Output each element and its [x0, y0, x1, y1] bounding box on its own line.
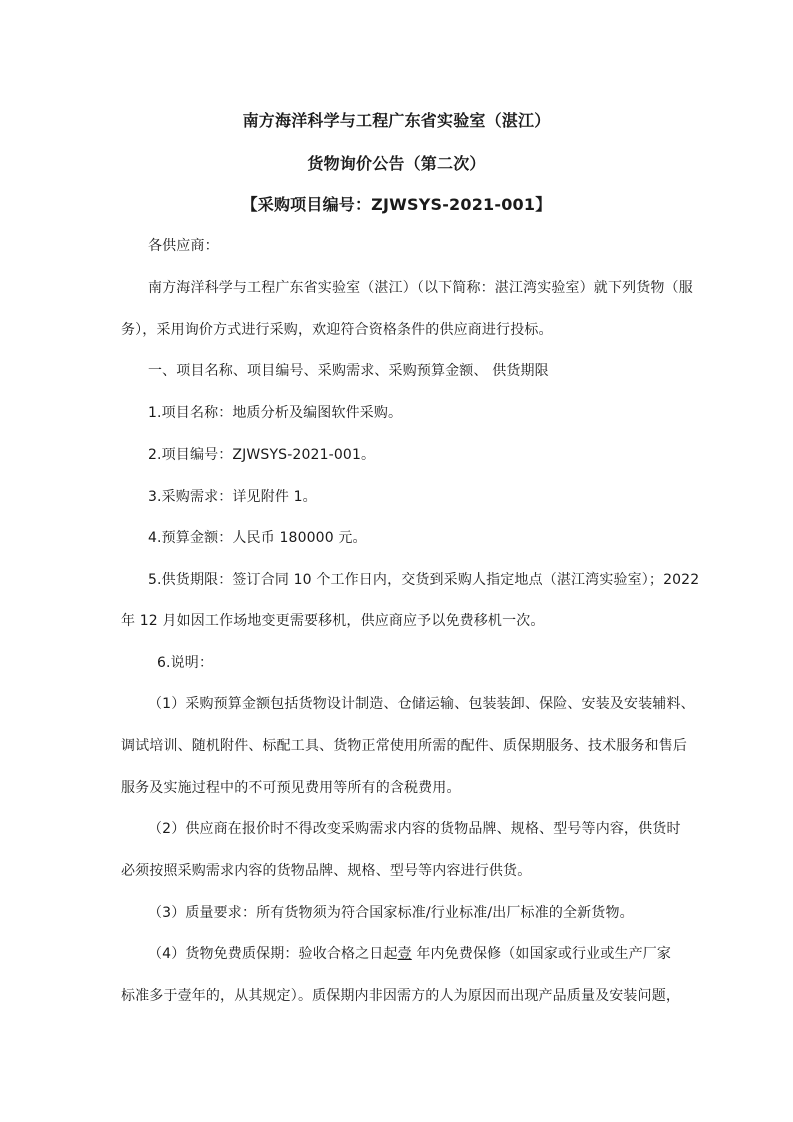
item-project-number: 2.项目编号：ZJWSYS-2021-001。 — [148, 447, 376, 463]
note-4-line-2: 标准多于壹年的，从其规定）。质保期内非因需方的人为原因而出现产品质量及安装问题， — [121, 988, 680, 1004]
item-notes-heading: 6.说明： — [157, 655, 214, 671]
note-2-line-1: （2）供应商在报价时不得改变采购需求内容的货物品牌、规格、型号等内容，供货时 — [148, 821, 681, 837]
note-3: （3）质量要求：所有货物须为符合国家标准/行业标准/出厂标准的全新货物。 — [148, 905, 634, 921]
item-delivery-line-2: 年 12 月如因工作场地变更需要移机，供应商应予以免费移机一次。 — [121, 613, 545, 629]
item-budget: 4.预算金额：人民币 180000 元。 — [148, 530, 367, 546]
document-subtitle: 货物询价公告（第二次） — [307, 154, 486, 173]
note-4-suffix: 年内免费保修（如国家或行业或生产厂家 — [411, 946, 672, 962]
section-1-heading: 一、项目名称、项目编号、采购需求、采购预算金额、 供货期限 — [148, 363, 549, 379]
intro-paragraph-line-1: 南方海洋科学与工程广东省实验室（湛江）（以下简称：湛江湾实验室）就下列货物（服 — [148, 280, 693, 296]
note-4-prefix: （4）货物免费质保期：验收合格之日起 — [148, 946, 398, 962]
note-1-line-3: 服务及实施过程中的不可预见费用等所有的含税费用。 — [121, 780, 461, 796]
item-project-name: 1.项目名称：地质分析及编图软件采购。 — [148, 405, 403, 421]
note-1-line-1: （1）采购预算金额包括货物设计制造、仓储运输、包装装卸、保险、安装及安装辅料、 — [148, 696, 695, 712]
note-1-line-2: 调试培训、随机附件、标配工具、货物正常使用所需的配件、质保期服务、技术服务和售后 — [121, 738, 687, 754]
item-delivery-line-1: 5.供货期限：签订合同 10 个工作日内，交货到采购人指定地点（湛江湾实验室）；2022 — [148, 572, 700, 588]
document-title: 南方海洋科学与工程广东省实验室（湛江） — [242, 111, 551, 130]
note-2-line-2: 必须按照采购需求内容的货物品牌、规格、型号等内容进行供货。 — [121, 863, 532, 879]
note-4-line-1 — [148, 943, 671, 963]
salutation: 各供应商： — [148, 238, 219, 254]
item-requirements: 3.采购需求：详见附件 1。 — [148, 489, 317, 505]
intro-paragraph-line-2: 务），采用询价方式进行采购，欢迎符合资格条件的供应商进行投标。 — [121, 322, 553, 338]
project-number-heading: 【采购项目编号：ZJWSYS-2021-001】 — [241, 195, 552, 214]
warranty-years-value: 壹 — [397, 946, 412, 962]
